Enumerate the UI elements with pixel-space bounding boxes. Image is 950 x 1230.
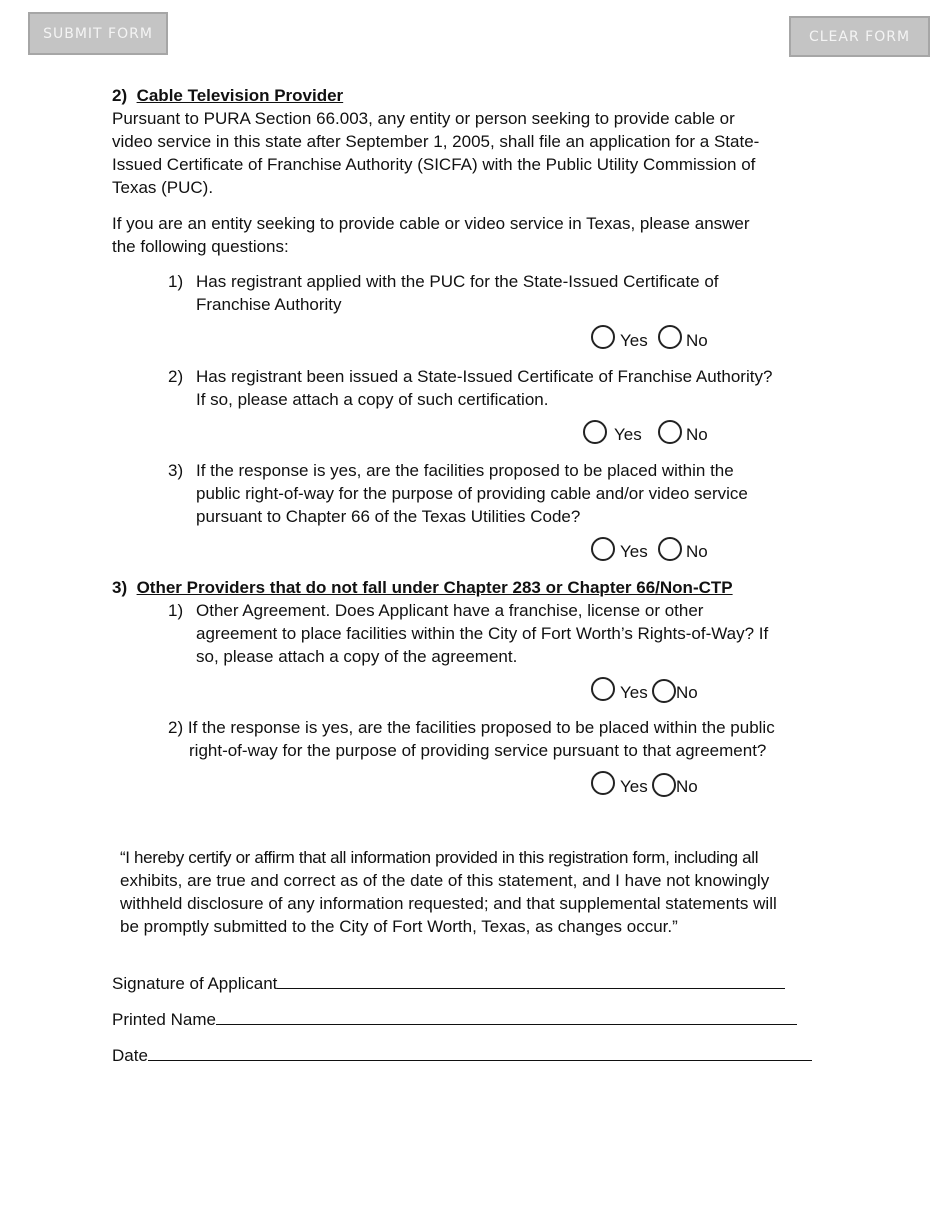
yes-label: Yes [620,542,648,561]
section-2-prompt [112,212,750,258]
question-text [196,459,748,528]
no-label: No [686,425,708,444]
section-3-title: Other Providers that do not fall under Chapter 283 or Chapter 66/Non-CTP [136,578,733,597]
question-text [196,365,772,411]
section-2-number: 2) [112,86,128,105]
question-number: 2) [168,367,184,386]
question-number: 3) [168,461,184,480]
yes-label: Yes [620,331,648,350]
certification-line: be promptly submitted to the City of Fort Worth, Texas, as changes occur.” [120,917,678,936]
s2-q3-no-radio[interactable] [658,537,682,561]
question-line: pursuant to Chapter 66 of the Texas Utilities Code? [196,507,581,526]
no-label: No [686,542,708,561]
question-text [196,599,768,668]
question-line: If so, please attach a copy of such certification. [196,390,549,409]
question-line: Has registrant applied with the PUC for the State-Issued Certificate of [196,272,719,291]
intro-line: video service in this state after September 1, 2005, shall file an application for a State- [112,132,760,151]
question-line: If the response is yes, are the facilities proposed to be placed within the public [187,718,775,737]
s2-q3-yes-radio[interactable] [591,537,615,561]
yes-label: Yes [614,425,642,444]
question-line: public right-of-way for the purpose of providing cable and/or video service [196,484,748,503]
question-line: If the response is yes, are the facilities proposed to be placed within the [196,461,734,480]
no-label: No [676,777,698,796]
no-label: No [686,331,708,350]
s2-q1-yes-radio[interactable] [591,325,615,349]
yes-label: Yes [620,683,648,702]
question-line: right-of-way for the purpose of providing service pursuant to that agreement? [189,741,767,760]
intro-line: Texas (PUC). [112,178,214,197]
certification-line: “I hereby certify or affirm that all information provided in this registration form, including all [120,848,759,867]
question-line: Other Agreement. Does Applicant have a franchise, license or other [196,601,704,620]
printed-name-label: Printed Name [112,1010,216,1029]
submit-form-button[interactable]: SUBMIT FORM [28,12,168,55]
intro-line: Pursuant to PURA Section 66.003, any entity or person seeking to provide cable or [112,109,735,128]
question-number: 1) [168,272,184,291]
section-2-title: Cable Television Provider [136,86,344,105]
no-label: No [676,683,698,702]
section-3-number: 3) [112,578,128,597]
s2-q1-no-radio[interactable] [658,325,682,349]
question-line: Has registrant been issued a State-Issued Certificate of Franchise Authority? [196,367,773,386]
clear-form-button[interactable]: CLEAR FORM [789,16,930,57]
s2-q2-yes-radio[interactable] [583,420,607,444]
date-label: Date [112,1046,148,1065]
section-2-heading [112,84,343,107]
signature-field[interactable] [277,972,785,989]
question-line: so, please attach a copy of the agreement. [196,647,518,666]
s3-q1-yes-radio[interactable] [591,677,615,701]
certification-statement [120,846,840,938]
printed-name-row [112,1008,797,1031]
yes-label: Yes [620,777,648,796]
printed-name-field[interactable] [216,1008,797,1025]
question-line: Franchise Authority [196,295,342,314]
s3-q1-no-radio[interactable] [652,679,676,703]
s3-q2-yes-radio[interactable] [591,771,615,795]
certification-line: withheld disclosure of any information requested; and that supplemental statements will [120,894,777,913]
prompt-line: the following questions: [112,237,289,256]
question-number: 2) [168,718,184,737]
section-3-heading [112,576,733,599]
s2-q2-no-radio[interactable] [658,420,682,444]
question-text [168,716,775,762]
prompt-line: If you are an entity seeking to provide cable or video service in Texas, please answer [112,214,750,233]
signature-row [112,972,785,995]
date-field[interactable] [148,1044,812,1061]
section-2-intro [112,107,759,199]
intro-line: Issued Certificate of Franchise Authority (SICFA) with the Public Utility Commission of [112,155,756,174]
question-text [196,270,719,316]
signature-label: Signature of Applicant [112,974,278,993]
certification-line: exhibits, are true and correct as of the date of this statement, and I have not knowingly [120,871,770,890]
question-line: agreement to place facilities within the City of Fort Worth’s Rights-of-Way? If [196,624,769,643]
question-number: 1) [168,601,184,620]
date-row [112,1044,812,1067]
s3-q2-no-radio[interactable] [652,773,676,797]
